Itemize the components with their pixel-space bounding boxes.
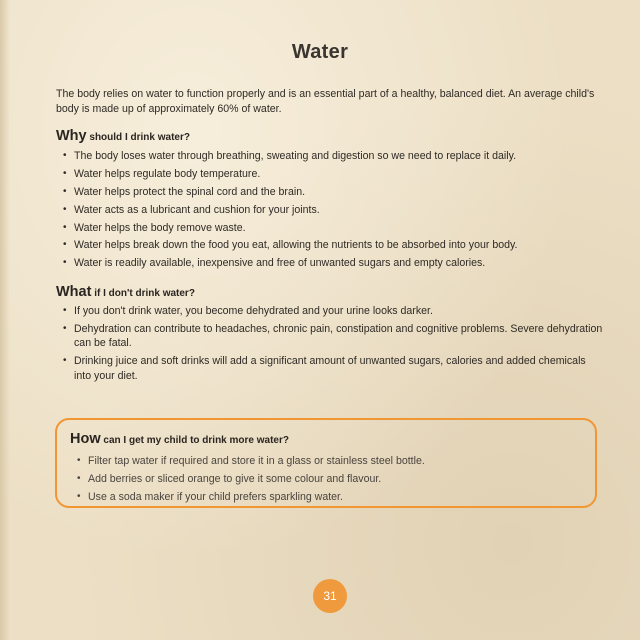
bullet-icon: •	[63, 203, 67, 215]
bullet-icon: •	[63, 150, 67, 161]
what-list	[56, 304, 604, 387]
bullet-icon: •	[63, 221, 67, 233]
bullet-icon: •	[63, 257, 67, 269]
how-list	[70, 454, 570, 507]
bullet-icon: •	[63, 239, 67, 251]
what-heading-text: if I don't drink water?	[94, 288, 195, 299]
list-item: • Water acts as a lubricant and cushion for your joints.	[63, 203, 320, 216]
why-heading-keyword: Why	[56, 128, 87, 144]
page-title: Water	[291, 41, 349, 63]
bullet-icon: •	[63, 167, 67, 179]
bullet-icon: •	[63, 322, 67, 334]
what-heading	[56, 284, 195, 300]
bullet-icon: •	[63, 185, 67, 197]
list-item: • Water helps regulate body temperature.	[63, 167, 261, 180]
list-item: • Use a soda maker if your child prefers sparkling water.	[77, 490, 343, 503]
list-item: • Filter tap water if required and store it in a glass or stainless steel bottle.	[77, 455, 425, 467]
why-heading	[56, 128, 190, 144]
list-item: • Water is readily available, inexpensive and free of unwanted sugars and empty calories.	[63, 257, 486, 270]
list-item: • Drinking juice and soft drinks will add a significant amount of unwanted sugars, calories and added chemicals into your diet.	[63, 355, 586, 382]
list-item: • The body loses water through breathing, sweating and digestion so we need to replace it daily.	[63, 150, 517, 162]
how-heading-keyword: How	[70, 431, 101, 447]
how-heading	[70, 431, 289, 447]
intro-paragraph: The body relies on water to function properly and is an essential part of a healthy, balanced diet. An average child's body is made up of approximately 60% of water.	[56, 88, 595, 115]
list-item: • Add berries or sliced orange to give it some colour and flavour.	[77, 472, 382, 485]
why-heading-text: should I drink water?	[89, 132, 190, 143]
bullet-icon: •	[63, 355, 67, 367]
list-item: • Water helps break down the food you eat, allowing the nutrients to be absorbed into your body.	[63, 239, 518, 252]
how-heading-text: can I get my child to drink more water?	[103, 435, 289, 446]
list-item: • Dehydration can contribute to headaches, chronic pain, constipation and cognitive problems. Severe dehydration can be fatal.	[63, 322, 603, 350]
bullet-icon: •	[77, 455, 81, 466]
list-item: • If you don't drink water, you become dehydrated and your urine looks darker.	[63, 305, 433, 317]
bullet-icon: •	[63, 305, 67, 316]
page-edge-shadow	[0, 0, 10, 640]
page-number-badge: 31	[313, 579, 347, 613]
list-item: • Water helps protect the spinal cord and the brain.	[63, 185, 306, 198]
bullet-icon: •	[77, 472, 81, 484]
why-list	[56, 149, 604, 274]
what-heading-keyword: What	[56, 284, 92, 300]
list-item: • Water helps the body remove waste.	[63, 221, 246, 234]
how-callout-box	[55, 418, 597, 508]
bullet-icon: •	[77, 490, 81, 502]
